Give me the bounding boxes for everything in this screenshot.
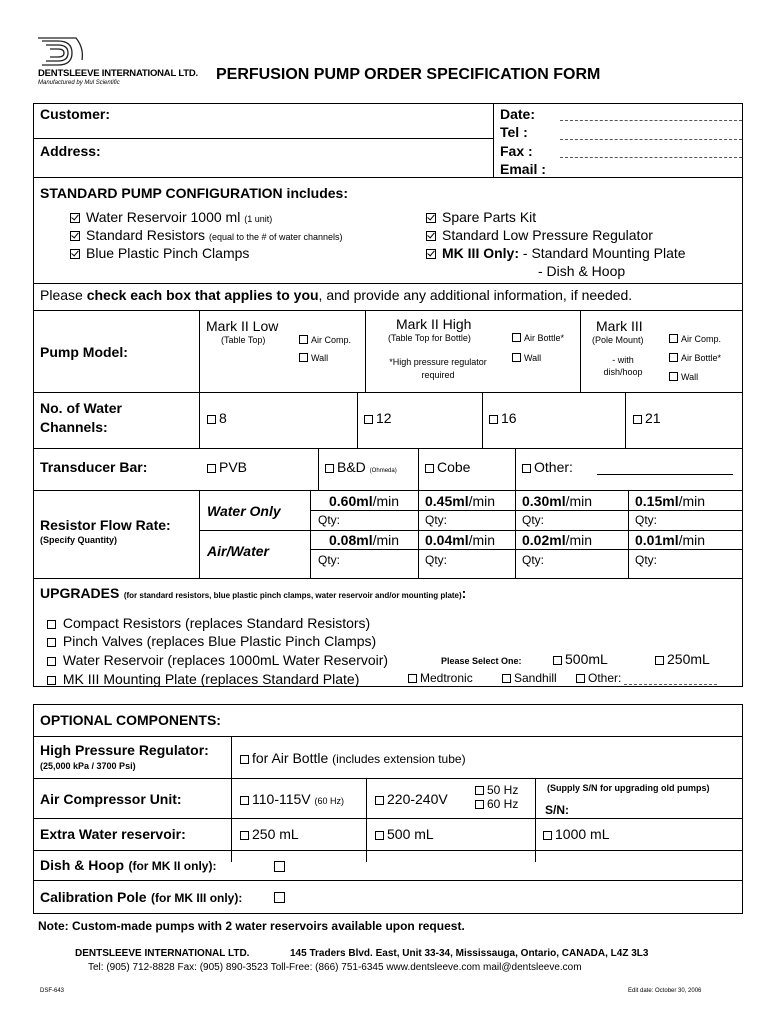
rate-water-030: 0.30ml/min [522, 493, 593, 509]
transducer-other[interactable]: Other: [522, 459, 573, 475]
checkbox-icon [47, 620, 56, 629]
channels-12[interactable]: 12 [364, 410, 392, 426]
mk2-low-wall[interactable]: Wall [299, 353, 328, 363]
doc-id: DSF-643 [40, 988, 65, 994]
mk3-wall[interactable]: Wall [669, 372, 698, 382]
qty-field[interactable]: Qty: [522, 513, 545, 527]
hpr-label: High Pressure Regulator: [40, 742, 209, 758]
footer-address: 145 Traders Blvd. East, Unit 33-34, Mississauga, Ontario, CANADA, L4Z 3L3 [290, 948, 649, 959]
mk3-name: Mark III [596, 318, 643, 334]
standard-config-heading: STANDARD PUMP CONFIGURATION includes: [40, 185, 349, 201]
calibration-pole-checkbox[interactable] [274, 889, 288, 907]
custom-pump-note: Note: Custom-made pumps with 2 water reservoirs available upon request. [38, 919, 465, 933]
hz-60[interactable]: 60 Hz [475, 797, 518, 811]
select-one-label: Please Select One: [441, 656, 522, 666]
fax-field[interactable] [560, 157, 742, 158]
hz-50[interactable]: 50 Hz [475, 783, 518, 797]
sn-label: S/N: [545, 803, 569, 817]
transducer-pvb[interactable]: PVB [207, 459, 247, 475]
qty-field[interactable]: Qty: [318, 513, 341, 527]
checkbox-icon [47, 638, 56, 647]
checkbox-icon [502, 674, 511, 683]
checked-box-icon [70, 213, 80, 223]
hpr-air-bottle[interactable]: for Air Bottle (includes extension tube) [240, 750, 466, 766]
std-item-spare-parts: Spare Parts Kit [426, 209, 536, 225]
transducer-other-field[interactable] [597, 474, 733, 475]
plate-other[interactable]: Other: [576, 671, 621, 685]
air-compressor-label: Air Compressor Unit: [40, 791, 182, 807]
qty-field[interactable]: Qty: [635, 513, 658, 527]
rate-air-004: 0.04ml/min [425, 532, 496, 548]
address-label: Address: [40, 143, 101, 159]
air-compressor-220v[interactable]: 220-240V [375, 791, 448, 807]
rate-air-002: 0.02ml/min [522, 532, 593, 548]
logo-tagline: Manufactured by Mul Scientific [38, 80, 120, 86]
checked-box-icon [426, 213, 436, 223]
edit-date: Edit date: October 30, 2006 [628, 988, 702, 994]
mk3-note: - with dish/hoop [603, 355, 643, 377]
supply-sn-note: (Supply S/N for upgrading old pumps) [547, 783, 710, 793]
checkbox-icon [475, 800, 484, 809]
extra-reservoir-1000[interactable]: 1000 mL [543, 826, 609, 842]
tel-label: Tel : [500, 124, 528, 140]
checkbox-icon [408, 674, 417, 683]
channels-8[interactable]: 8 [207, 410, 227, 426]
checkbox-icon [47, 676, 56, 685]
extra-reservoir-250[interactable]: 250 mL [240, 826, 299, 842]
upgrade-water-reservoir[interactable]: Water Reservoir (replaces 1000mL Water Reservoir) [47, 652, 388, 668]
checked-box-icon [70, 249, 80, 259]
std-item-mk3: MK III Only: - Standard Mounting Plate [426, 245, 686, 261]
qty-field[interactable]: Qty: [522, 553, 545, 567]
checkbox-icon [47, 657, 56, 666]
reservoir-500ml[interactable]: 500mL [553, 651, 608, 667]
checkbox-icon [669, 372, 678, 381]
transducer-bd[interactable]: B&D (Ohmeda) [325, 459, 397, 475]
checkbox-icon [655, 656, 664, 665]
email-label: Email : [500, 161, 546, 177]
mk3-air-bottle[interactable]: Air Bottle* [669, 353, 721, 363]
resistor-label: Resistor Flow Rate: [40, 517, 171, 533]
reservoir-250ml[interactable]: 250mL [655, 651, 710, 667]
channels-label: No. of Water Channels: [40, 400, 122, 435]
mk2-low-name: Mark II Low [206, 318, 279, 334]
date-label: Date: [500, 106, 536, 122]
mk2-high-wall[interactable]: Wall [512, 353, 541, 363]
air-compressor-110v[interactable]: 110-115V (60 Hz) [240, 791, 344, 807]
tel-field[interactable] [560, 139, 742, 140]
std-item-mk3-dish: - Dish & Hoop [538, 263, 626, 279]
qty-field[interactable]: Qty: [425, 553, 448, 567]
rate-air-001: 0.01ml/min [635, 532, 706, 548]
checkbox-icon [240, 796, 249, 805]
air-water-label: Air/Water [207, 543, 269, 559]
mk2-high-sub: (Table Top for Bottle) [388, 333, 471, 343]
transducer-label: Transducer Bar: [40, 459, 148, 475]
checkbox-icon [576, 674, 585, 683]
upgrade-pinch-valves[interactable]: Pinch Valves (replaces Blue Plastic Pinch Clamps) [47, 633, 376, 649]
checkbox-icon [375, 796, 384, 805]
pump-model-label: Pump Model: [40, 344, 128, 360]
dish-hoop-label: Dish & Hoop (for MK II only): [40, 857, 217, 873]
date-field[interactable] [560, 120, 742, 121]
mk3-air-comp[interactable]: Air Comp. [669, 334, 721, 344]
checkbox-icon [207, 464, 216, 473]
checkbox-icon [299, 335, 308, 344]
checkbox-icon [325, 464, 334, 473]
logo-company-name: DENTSLEEVE INTERNATIONAL LTD. [38, 68, 198, 79]
checkbox-icon [475, 786, 484, 795]
mk2-low-air-comp[interactable]: Air Comp. [299, 335, 351, 345]
mk2-low-sub: (Table Top) [221, 335, 266, 345]
plate-sandhill[interactable]: Sandhill [502, 671, 557, 685]
checkbox-icon [425, 464, 434, 473]
checkbox-icon [512, 353, 521, 362]
page-title: PERFUSION PUMP ORDER SPECIFICATION FORM [216, 66, 601, 83]
rate-water-015: 0.15ml/min [635, 493, 706, 509]
extra-reservoir-label: Extra Water reservoir: [40, 826, 186, 842]
std-item-resistors: Standard Resistors (equal to the # of water channels) [70, 227, 343, 243]
checkbox-icon [633, 415, 642, 424]
std-item-low-pressure: Standard Low Pressure Regulator [426, 227, 653, 243]
extra-reservoir-500[interactable]: 500 mL [375, 826, 434, 842]
qty-field[interactable]: Qty: [425, 513, 448, 527]
checkbox-icon [274, 892, 285, 903]
checkbox-icon [375, 831, 384, 840]
upgrade-mounting-plate[interactable]: MK III Mounting Plate (replaces Standard Plate) [47, 671, 359, 687]
checkbox-icon [669, 334, 678, 343]
checked-box-icon [426, 249, 436, 259]
checkbox-icon [669, 353, 678, 362]
qty-field[interactable]: Qty: [635, 553, 658, 567]
rate-air-008: 0.08ml/min [329, 532, 400, 548]
checkbox-icon [299, 353, 308, 362]
plate-other-field[interactable] [624, 684, 717, 685]
customer-label: Customer: [40, 106, 111, 122]
rate-water-045: 0.45ml/min [425, 493, 496, 509]
fax-label: Fax : [500, 143, 533, 159]
checkbox-icon [364, 415, 373, 424]
water-only-label: Water Only [207, 503, 281, 519]
checked-box-icon [426, 231, 436, 241]
mk2-high-note: *High pressure regulator required [389, 357, 487, 380]
checkbox-icon [512, 333, 521, 342]
checkbox-icon [553, 656, 562, 665]
channels-21[interactable]: 21 [633, 410, 661, 426]
std-item-reservoir: Water Reservoir 1000 ml (1 unit) [70, 209, 272, 225]
optional-heading: OPTIONAL COMPONENTS: [40, 712, 221, 728]
mk2-high-name: Mark II High [396, 316, 472, 332]
dish-hoop-checkbox[interactable] [274, 858, 288, 876]
checkbox-icon [207, 415, 216, 424]
upgrades-heading: UPGRADES (for standard resistors, blue plastic pinch clamps, water reservoir and/or mounting plate): [40, 585, 467, 601]
channels-16[interactable]: 16 [489, 410, 517, 426]
resistor-sub: (Specify Quantity) [40, 535, 118, 545]
checkbox-icon [543, 831, 552, 840]
checkbox-icon [274, 861, 285, 872]
std-item-pinch-clamps: Blue Plastic Pinch Clamps [70, 245, 249, 261]
hpr-sub: (25,000 kPa / 3700 Psi) [40, 761, 136, 771]
mk2-high-air-bottle[interactable]: Air Bottle* [512, 333, 564, 343]
footer-company: DENTSLEEVE INTERNATIONAL LTD. [75, 948, 250, 959]
checkbox-icon [489, 415, 498, 424]
plate-medtronic[interactable]: Medtronic [408, 671, 473, 685]
checkbox-icon [240, 831, 249, 840]
qty-field[interactable]: Qty: [318, 553, 341, 567]
checkbox-icon [240, 755, 249, 764]
checkbox-icon [522, 464, 531, 473]
mk3-sub: (Pole Mount) [592, 335, 644, 345]
calibration-pole-label: Calibration Pole (for MK III only): [40, 889, 243, 905]
checked-box-icon [70, 231, 80, 241]
upgrade-compact-resistors[interactable]: Compact Resistors (replaces Standard Resistors) [47, 615, 370, 631]
transducer-cobe[interactable]: Cobe [425, 459, 470, 475]
instruction-text: Please check each box that applies to you, and provide any additional information, if needed. [40, 287, 633, 303]
rate-water-060: 0.60ml/min [329, 493, 400, 509]
footer-contact: Tel: (905) 712-8828 Fax: (905) 890-3523 Toll-Free: (866) 751-6345 www.dentsleeve.com mail@dentsleeve.com [88, 962, 582, 973]
